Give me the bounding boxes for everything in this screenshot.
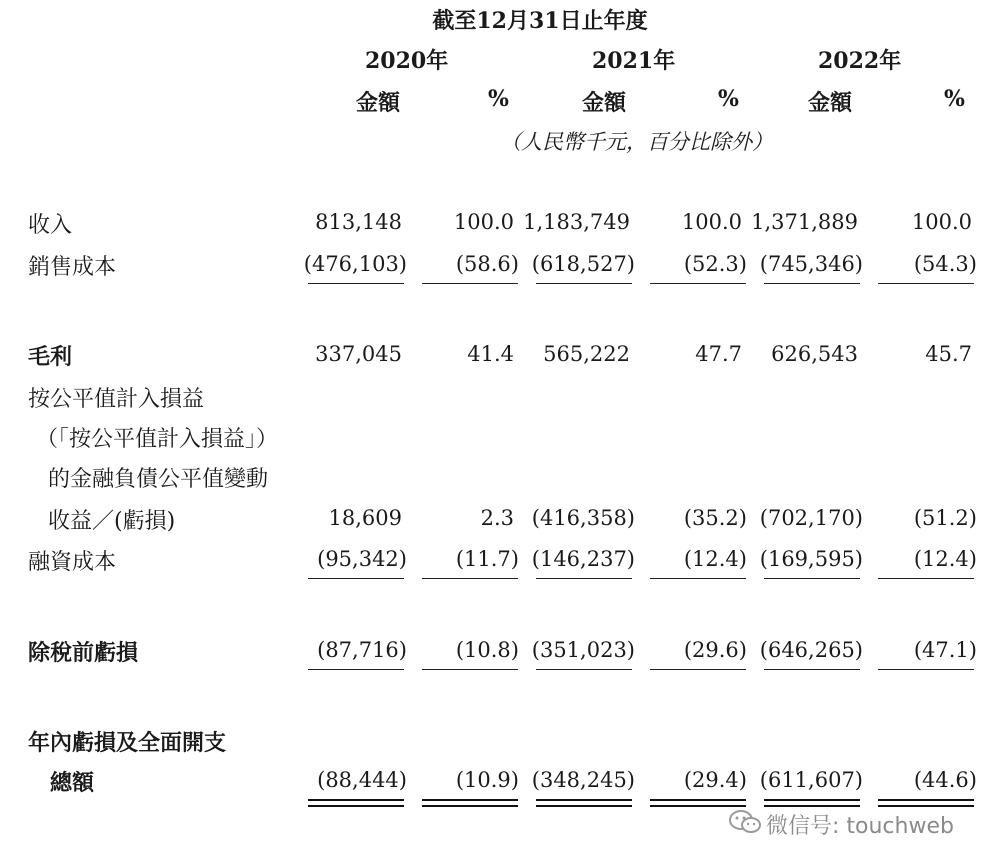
double-underline [764,799,860,807]
underline [878,669,974,670]
underline [878,283,974,284]
cell-gp-2022-amount: 626,543 [771,342,858,366]
underline [764,283,860,284]
cell-revenue-2021-amount: 1,183,749 [523,210,630,234]
year-2022: 2022年 [818,48,902,74]
cell-revenue-2020-pct: 100.0 [453,210,514,234]
cell-lbt-2020-pct: (10.8) [455,638,519,662]
underline [650,283,746,284]
cell-cos-2020-amount: (476,103) [303,252,407,276]
cell-total-2020-amount: (88,444) [317,768,407,792]
double-underline [422,799,518,807]
cell-fin-2022-pct: (12.4) [913,547,977,571]
double-underline [308,799,404,807]
cell-total-2022-pct: (44.6) [913,768,977,792]
cell-cos-2020-pct: (58.6) [455,252,519,276]
double-underline [878,799,974,807]
cell-lbt-2022-amount: (646,265) [759,638,863,662]
row-label-loss-before-tax: 除稅前虧損 [28,640,139,666]
row-label-cost-of-sales: 銷售成本 [28,255,117,280]
col-pct-2021: % [718,86,739,112]
underline [308,669,404,670]
row-label-fvtpl-line4: 收益／(虧損) [48,509,176,534]
year-2021: 2021年 [592,48,676,74]
row-label-total-loss-line1: 年內虧損及全面開支 [28,730,227,756]
year-2020: 2020年 [365,48,449,74]
cell-gp-2022-pct: 45.7 [925,342,972,366]
cell-cos-2021-pct: (52.3) [683,252,747,276]
cell-fin-2020-pct: (11.7) [455,547,519,571]
watermark-text: 微信号: touchweb [766,814,954,839]
cell-revenue-2022-pct: 100.0 [911,210,972,234]
cell-fvtpl-2020-pct: 2.3 [480,506,514,530]
double-underline [536,799,632,807]
row-label-finance-costs: 融資成本 [28,550,117,575]
underline [764,669,860,670]
col-pct-2022: % [944,86,965,112]
cell-fvtpl-2022-pct: (51.2) [913,506,977,530]
row-label-total-loss-line2: 總額 [50,770,95,796]
col-pct-2020: % [488,86,509,112]
cell-gp-2020-amount: 337,045 [315,342,402,366]
cell-gp-2020-pct: 41.4 [467,342,514,366]
underline [536,669,632,670]
cell-fin-2020-amount: (95,342) [317,547,407,571]
row-label-fvtpl-line3: 的金融負債公平值變動 [48,467,269,492]
underline [536,578,632,579]
cell-lbt-2021-pct: (29.6) [683,638,747,662]
cell-fvtpl-2022-amount: (702,170) [759,506,863,530]
cell-gp-2021-pct: 47.7 [695,342,742,366]
cell-fin-2021-pct: (12.4) [683,547,747,571]
col-amount-2020: 金額 [356,90,401,116]
cell-fin-2021-amount: (146,237) [531,547,635,571]
col-amount-2022: 金額 [808,90,853,116]
underline [422,578,518,579]
cell-revenue-2022-amount: 1,371,889 [751,210,858,234]
underline [308,283,404,284]
col-amount-2021: 金額 [582,90,627,116]
cell-fvtpl-2021-amount: (416,358) [531,506,635,530]
underline [650,669,746,670]
cell-lbt-2021-amount: (351,023) [531,638,635,662]
underline [422,283,518,284]
cell-total-2021-amount: (348,245) [531,768,635,792]
cell-fin-2022-amount: (169,595) [759,547,863,571]
cell-revenue-2020-amount: 813,148 [315,210,402,234]
cell-total-2022-amount: (611,607) [759,768,863,792]
underline [650,578,746,579]
underline [764,578,860,579]
cell-cos-2022-amount: (745,346) [759,252,863,276]
cell-total-2020-pct: (10.9) [455,768,519,792]
underline [308,578,404,579]
underline [878,578,974,579]
unit-note: （人民幣千元，百分比除外） [500,130,773,154]
row-label-fvtpl-line2: （「按公平值計入損益」） [36,427,279,452]
cell-cos-2022-pct: (54.3) [913,252,977,276]
period-header: 截至12月31日止年度 [432,8,648,34]
cell-cos-2021-amount: (618,527) [531,252,635,276]
underline [536,283,632,284]
cell-fvtpl-2021-pct: (35.2) [683,506,747,530]
cell-total-2021-pct: (29.4) [683,768,747,792]
cell-fvtpl-2020-amount: 18,609 [328,506,402,530]
underline [422,669,518,670]
cell-lbt-2020-amount: (87,716) [317,638,407,662]
row-label-revenue: 收入 [28,213,73,238]
cell-gp-2021-amount: 565,222 [543,342,630,366]
wechat-icon [728,808,762,840]
row-label-gross-profit: 毛利 [28,344,73,370]
row-label-fvtpl-line1: 按公平值計入損益 [28,387,205,412]
cell-lbt-2022-pct: (47.1) [913,638,977,662]
cell-revenue-2021-pct: 100.0 [681,210,742,234]
double-underline [650,799,746,807]
